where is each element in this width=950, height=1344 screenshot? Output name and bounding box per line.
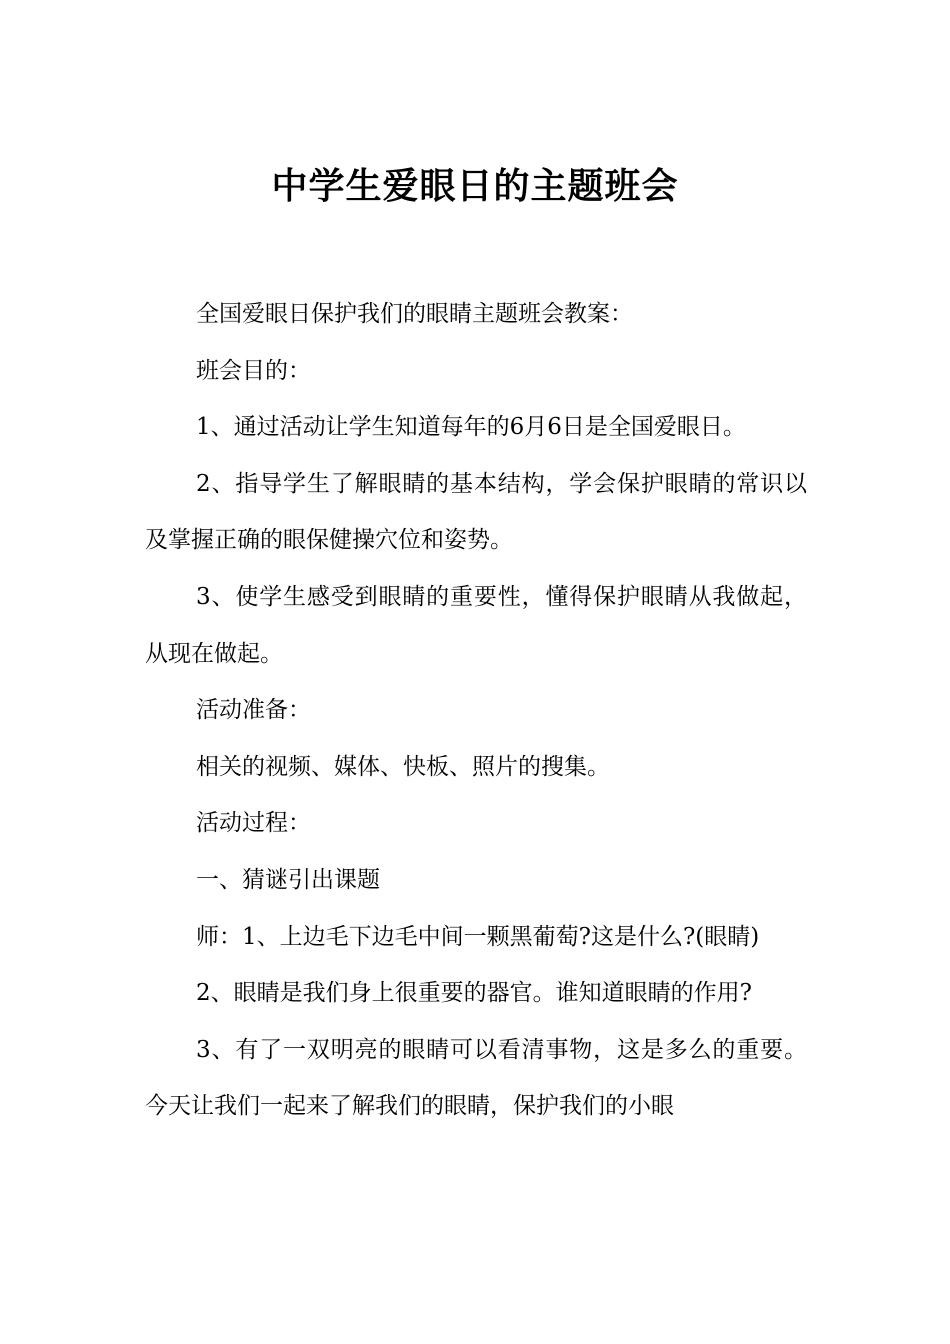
- paragraph-section-1: 一、猜谜引出课题: [196, 866, 380, 893]
- paragraph-goal-1: 1、通过活动让学生知道每年的6月6日是全国爱眼日。: [196, 414, 746, 441]
- paragraph-intro: 全国爱眼日保护我们的眼睛主题班会教案：: [196, 301, 633, 327]
- paragraph-prep-content: 相关的视频、媒体、快板、照片的搜集。: [196, 753, 610, 780]
- document-title: 中学生爱眼日的主题班会: [271, 165, 679, 207]
- paragraph-goal-3: 3、使学生感受到眼睛的重要性，懂得保护眼睛从我做起，从现在做起。: [145, 583, 807, 667]
- paragraph-riddle: 师：1、上边毛下边毛中间一颗黑葡萄?这是什么?(眼睛): [196, 923, 760, 950]
- paragraph-question: 2、眼睛是我们身上很重要的器官。谁知道眼睛的作用?: [196, 980, 752, 1007]
- paragraph-process-heading: 活动过程：: [196, 810, 311, 837]
- paragraph-importance: 3、有了一双明亮的眼睛可以看清事物，这是多么的重要。今天让我们一起来了解我们的眼睛，保护我们的小眼: [145, 1036, 807, 1120]
- paragraph-goal-2: 2、指导学生了解眼睛的基本结构，学会保护眼睛的常识以及掌握正确的眼保健操穴位和姿势。: [145, 470, 807, 554]
- document-body: [145, 286, 807, 1135]
- paragraph-goal-heading: 班会目的：: [196, 357, 311, 384]
- paragraph-prep-heading: 活动准备：: [196, 697, 311, 724]
